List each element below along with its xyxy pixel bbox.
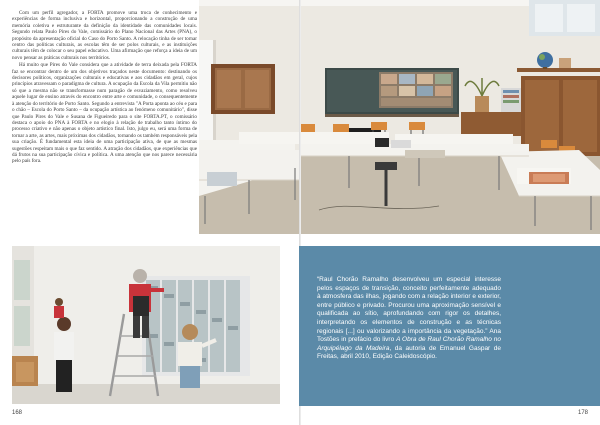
page-number-left: 168 <box>12 410 23 416</box>
article-paragraph: Há muito que Pires do Vale considera que a atividade de terra deixada pela FORTA faz se encontrar dentro de um dos objetivos traçados neste documento: destinando os decisores políticos, organizações culturais e educativas e aos cidadãos em geral, cujos princípios atravessam o paradigma de cultura. A ocupação da Escola da Vila permitiu não só que a mesma não se transformasse num paragão de esvaziamento, como resolveu aquele lugar de ensino através do encontro entre arte e comunidade, o consequentemente à atenção do território de Porto Santo. Segundo a entrevista "A Porta aponta ao céu e para o chão – Escola do Porto Santo – da ocupação artística ao fenómeno comunitário", disse que Paulo Pires do Vale e Susana de Figueiredo para o site FORTA.PT, o comissário destaca o apoio do PNA à FORTA e no elogio à relação de trabalho tanto íntimo do processo criativo e não apenas o objeto artístico final. Isto, julgo eu, será uma forma de tornar a arte, as artes, mais próximas dos cidadãos, tornando os também responsáveis pela sua criação. É fundamental esta ideia de uma participação ativa, de que as mesmas sugestões respeitam mais o que faz sentido. A atração dos cidadãos, que experiências que dá frutos na sua participação cívica e política. A uma atenção que nos parece necessária pelo país fora. <box>12 62 197 165</box>
page-number-right: 178 <box>578 410 589 416</box>
article-body-text <box>12 10 197 238</box>
quote-text <box>317 276 501 362</box>
workshop-photo <box>12 246 280 404</box>
classroom-photo <box>199 0 600 234</box>
article-paragraph: Com um perfil agregador, a FORTA promove uma troca de conhecimento e experiências de forma inclusiva e horizontal, proporcionando a construção de uma memória coletiva e estruturante da definição da identidade das comunidades locais. Segundo relata Paulo Pires do Vale, comissário do Plano Nacional das Artes (PNA), o propósito da apresentação oficial do Caso do Porto Santo. A relocação tinha de ser tornar centro das políticas culturais, as escolas têm de ser polos culturais, e as instituições culturais têm de colocar o seu papel educativo. Uma afirmação que reforça a ideia de um novo pensar as práticas culturais nos territórios. <box>12 10 197 61</box>
quote-box <box>299 246 600 406</box>
quote-book-title: A Obra de Raul Chorão Ramalho no Arquipélago da Madeira <box>317 336 501 352</box>
quote-start: “Raul Chorão Ramalho desenvolveu um especial interesse pelos espaços de transição, conceito perfeitamente adequado à atmosfera das ilhas, jogando com a relação interior e exterior, entre público e privado. Procurou uma aproximação sensível e qualificada ao sítio, aprofundando com rigor os detalhes, interpretando os elementos de construção e as técnicas regionais [...] ou valorizando a importância da vegetação.” Ana Tostões in prefácio do livro <box>317 276 501 344</box>
quote-end: , da autoria de Emanuel Gaspar de Freitas, abril 2010, Edição Caleidoscópio. <box>317 344 501 361</box>
